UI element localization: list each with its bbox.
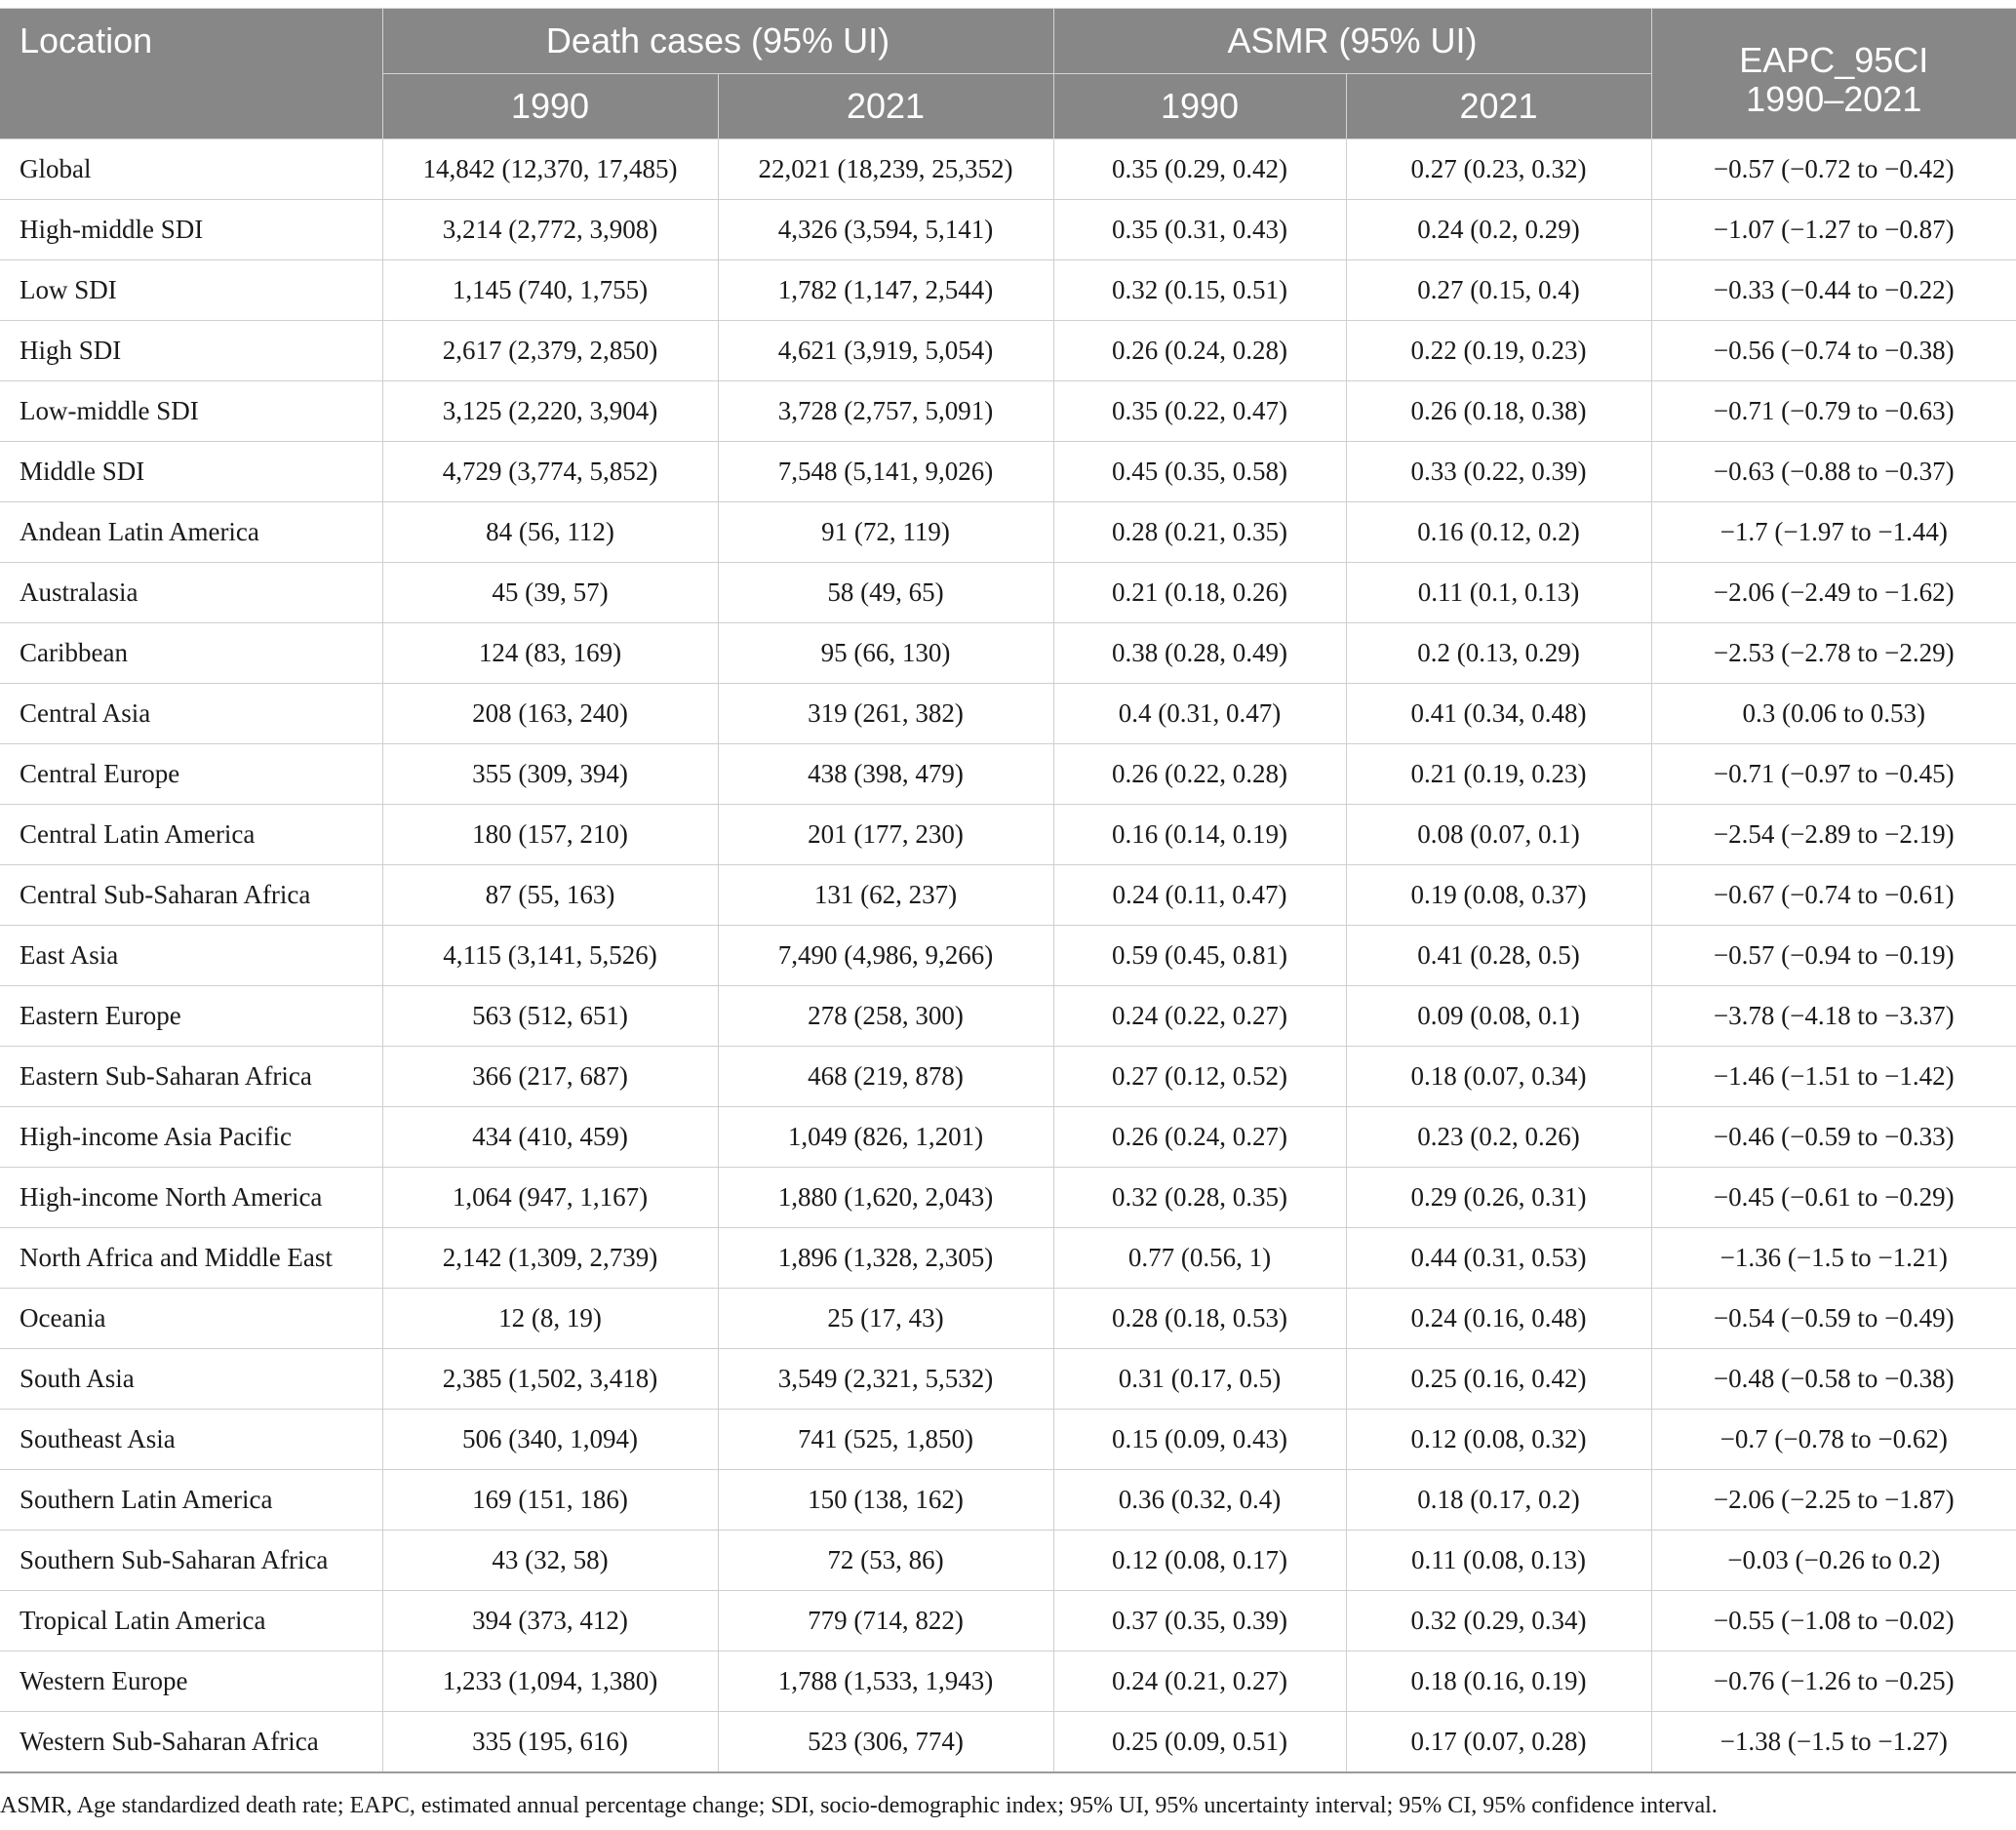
cell-asmr-1990: 0.31 (0.17, 0.5) [1053,1349,1346,1410]
cell-asmr-2021: 0.08 (0.07, 0.1) [1346,805,1651,865]
cell-deaths-2021: 3,549 (2,321, 5,532) [718,1349,1053,1410]
cell-eapc: −2.53 (−2.78 to −2.29) [1651,623,2016,684]
cell-asmr-1990: 0.21 (0.18, 0.26) [1053,563,1346,623]
cell-eapc: −0.57 (−0.72 to −0.42) [1651,139,2016,200]
cell-eapc: −0.7 (−0.78 to −0.62) [1651,1410,2016,1470]
header-location: Location [0,9,382,139]
header-asmr: ASMR (95% UI) [1053,9,1651,74]
cell-eapc: −0.76 (−1.26 to −0.25) [1651,1651,2016,1712]
cell-eapc: −0.55 (−1.08 to −0.02) [1651,1591,2016,1651]
header-death-1990: 1990 [382,74,718,139]
table-row [0,1047,2016,1107]
cell-eapc: −1.36 (−1.5 to −1.21) [1651,1228,2016,1289]
cell-deaths-2021: 25 (17, 43) [718,1289,1053,1349]
header-death-2021: 2021 [718,74,1053,139]
header-asmr-1990: 1990 [1053,74,1346,139]
cell-asmr-2021: 0.33 (0.22, 0.39) [1346,442,1651,502]
table-row [0,381,2016,442]
cell-deaths-1990: 2,617 (2,379, 2,850) [382,321,718,381]
cell-asmr-1990: 0.36 (0.32, 0.4) [1053,1470,1346,1531]
cell-eapc: −0.67 (−0.74 to −0.61) [1651,865,2016,926]
cell-eapc: −0.71 (−0.79 to −0.63) [1651,381,2016,442]
cell-deaths-1990: 45 (39, 57) [382,563,718,623]
cell-deaths-2021: 468 (219, 878) [718,1047,1053,1107]
cell-deaths-2021: 319 (261, 382) [718,684,1053,744]
cell-asmr-2021: 0.44 (0.31, 0.53) [1346,1228,1651,1289]
cell-deaths-1990: 84 (56, 112) [382,502,718,563]
table-row [0,1228,2016,1289]
cell-deaths-2021: 779 (714, 822) [718,1591,1053,1651]
cell-deaths-1990: 1,145 (740, 1,755) [382,260,718,321]
cell-asmr-1990: 0.25 (0.09, 0.51) [1053,1712,1346,1773]
cell-deaths-2021: 7,490 (4,986, 9,266) [718,926,1053,986]
header-asmr-2021: 2021 [1346,74,1651,139]
cell-location: Tropical Latin America [0,1591,382,1651]
cell-location: Central Latin America [0,805,382,865]
cell-location: Southeast Asia [0,1410,382,1470]
cell-eapc: −2.06 (−2.25 to −1.87) [1651,1470,2016,1531]
cell-deaths-2021: 58 (49, 65) [718,563,1053,623]
table-row [0,744,2016,805]
cell-deaths-2021: 1,782 (1,147, 2,544) [718,260,1053,321]
cell-asmr-2021: 0.22 (0.19, 0.23) [1346,321,1651,381]
table-row [0,139,2016,200]
cell-deaths-1990: 180 (157, 210) [382,805,718,865]
cell-deaths-1990: 14,842 (12,370, 17,485) [382,139,718,200]
cell-asmr-2021: 0.11 (0.1, 0.13) [1346,563,1651,623]
table-body [0,139,2016,1773]
cell-asmr-2021: 0.12 (0.08, 0.32) [1346,1410,1651,1470]
table-row [0,1289,2016,1349]
cell-asmr-1990: 0.35 (0.31, 0.43) [1053,200,1346,260]
cell-deaths-1990: 2,142 (1,309, 2,739) [382,1228,718,1289]
cell-deaths-1990: 3,125 (2,220, 3,904) [382,381,718,442]
cell-asmr-1990: 0.38 (0.28, 0.49) [1053,623,1346,684]
table-row [0,1651,2016,1712]
cell-asmr-2021: 0.21 (0.19, 0.23) [1346,744,1651,805]
cell-eapc: −3.78 (−4.18 to −3.37) [1651,986,2016,1047]
cell-deaths-1990: 366 (217, 687) [382,1047,718,1107]
cell-location: Central Sub-Saharan Africa [0,865,382,926]
cell-location: South Asia [0,1349,382,1410]
cell-asmr-2021: 0.29 (0.26, 0.31) [1346,1168,1651,1228]
table-row [0,1349,2016,1410]
cell-asmr-1990: 0.24 (0.21, 0.27) [1053,1651,1346,1712]
cell-asmr-2021: 0.26 (0.18, 0.38) [1346,381,1651,442]
cell-eapc: −0.33 (−0.44 to −0.22) [1651,260,2016,321]
cell-location: Western Sub-Saharan Africa [0,1712,382,1773]
cell-deaths-1990: 124 (83, 169) [382,623,718,684]
cell-eapc: −2.06 (−2.49 to −1.62) [1651,563,2016,623]
cell-location: Eastern Sub-Saharan Africa [0,1047,382,1107]
cell-eapc: −0.03 (−0.26 to 0.2) [1651,1531,2016,1591]
cell-location: Oceania [0,1289,382,1349]
cell-location: Central Europe [0,744,382,805]
table-row [0,1531,2016,1591]
cell-location: East Asia [0,926,382,986]
cell-eapc: −1.46 (−1.51 to −1.42) [1651,1047,2016,1107]
cell-deaths-2021: 1,049 (826, 1,201) [718,1107,1053,1168]
table-row [0,805,2016,865]
cell-deaths-1990: 208 (163, 240) [382,684,718,744]
cell-eapc: −0.54 (−0.59 to −0.49) [1651,1289,2016,1349]
cell-asmr-2021: 0.19 (0.08, 0.37) [1346,865,1651,926]
cell-asmr-2021: 0.24 (0.2, 0.29) [1346,200,1651,260]
cell-deaths-1990: 43 (32, 58) [382,1531,718,1591]
cell-eapc: −1.7 (−1.97 to −1.44) [1651,502,2016,563]
cell-asmr-1990: 0.4 (0.31, 0.47) [1053,684,1346,744]
cell-asmr-1990: 0.26 (0.22, 0.28) [1053,744,1346,805]
table-container [0,8,2016,1773]
header-eapc [1651,9,2016,139]
table-row [0,1410,2016,1470]
cell-deaths-1990: 563 (512, 651) [382,986,718,1047]
cell-deaths-1990: 506 (340, 1,094) [382,1410,718,1470]
cell-deaths-1990: 434 (410, 459) [382,1107,718,1168]
cell-location: Andean Latin America [0,502,382,563]
table-row [0,1712,2016,1773]
cell-location: High SDI [0,321,382,381]
cell-location: Western Europe [0,1651,382,1712]
cell-deaths-2021: 1,880 (1,620, 2,043) [718,1168,1053,1228]
cell-location: Australasia [0,563,382,623]
cell-asmr-1990: 0.26 (0.24, 0.27) [1053,1107,1346,1168]
cell-deaths-1990: 12 (8, 19) [382,1289,718,1349]
cell-deaths-2021: 1,788 (1,533, 1,943) [718,1651,1053,1712]
cell-deaths-2021: 201 (177, 230) [718,805,1053,865]
cell-asmr-2021: 0.41 (0.28, 0.5) [1346,926,1651,986]
cell-eapc: −0.48 (−0.58 to −0.38) [1651,1349,2016,1410]
cell-asmr-2021: 0.32 (0.29, 0.34) [1346,1591,1651,1651]
cell-deaths-1990: 169 (151, 186) [382,1470,718,1531]
cell-deaths-1990: 394 (373, 412) [382,1591,718,1651]
table-row [0,623,2016,684]
cell-eapc: −0.45 (−0.61 to −0.29) [1651,1168,2016,1228]
data-table [0,8,2016,1773]
cell-deaths-1990: 3,214 (2,772, 3,908) [382,200,718,260]
header-death-cases: Death cases (95% UI) [382,9,1053,74]
cell-asmr-1990: 0.32 (0.28, 0.35) [1053,1168,1346,1228]
cell-eapc: −0.46 (−0.59 to −0.33) [1651,1107,2016,1168]
cell-asmr-2021: 0.16 (0.12, 0.2) [1346,502,1651,563]
cell-deaths-2021: 131 (62, 237) [718,865,1053,926]
cell-location: Southern Sub-Saharan Africa [0,1531,382,1591]
cell-deaths-2021: 7,548 (5,141, 9,026) [718,442,1053,502]
cell-location: Low SDI [0,260,382,321]
header-eapc-line1: EAPC_95CI [1739,39,1929,80]
cell-deaths-2021: 278 (258, 300) [718,986,1053,1047]
cell-deaths-1990: 4,729 (3,774, 5,852) [382,442,718,502]
table-row [0,1107,2016,1168]
cell-location: Middle SDI [0,442,382,502]
cell-asmr-1990: 0.28 (0.18, 0.53) [1053,1289,1346,1349]
cell-asmr-2021: 0.18 (0.07, 0.34) [1346,1047,1651,1107]
cell-deaths-2021: 150 (138, 162) [718,1470,1053,1531]
cell-asmr-1990: 0.12 (0.08, 0.17) [1053,1531,1346,1591]
cell-asmr-2021: 0.18 (0.16, 0.19) [1346,1651,1651,1712]
cell-eapc: 0.3 (0.06 to 0.53) [1651,684,2016,744]
cell-asmr-2021: 0.2 (0.13, 0.29) [1346,623,1651,684]
cell-location: Central Asia [0,684,382,744]
cell-deaths-2021: 523 (306, 774) [718,1712,1053,1773]
cell-asmr-1990: 0.45 (0.35, 0.58) [1053,442,1346,502]
cell-location: Caribbean [0,623,382,684]
cell-eapc: −0.71 (−0.97 to −0.45) [1651,744,2016,805]
cell-asmr-2021: 0.41 (0.34, 0.48) [1346,684,1651,744]
cell-deaths-2021: 438 (398, 479) [718,744,1053,805]
cell-location: High-income Asia Pacific [0,1107,382,1168]
cell-eapc: −2.54 (−2.89 to −2.19) [1651,805,2016,865]
cell-asmr-2021: 0.18 (0.17, 0.2) [1346,1470,1651,1531]
table-row [0,1168,2016,1228]
table-row [0,1470,2016,1531]
cell-location: Eastern Europe [0,986,382,1047]
table-row [0,260,2016,321]
cell-asmr-1990: 0.24 (0.22, 0.27) [1053,986,1346,1047]
cell-deaths-2021: 95 (66, 130) [718,623,1053,684]
table-row [0,442,2016,502]
cell-asmr-1990: 0.32 (0.15, 0.51) [1053,260,1346,321]
cell-deaths-1990: 1,233 (1,094, 1,380) [382,1651,718,1712]
cell-deaths-2021: 22,021 (18,239, 25,352) [718,139,1053,200]
cell-deaths-1990: 335 (195, 616) [382,1712,718,1773]
cell-asmr-2021: 0.27 (0.23, 0.32) [1346,139,1651,200]
cell-deaths-1990: 87 (55, 163) [382,865,718,926]
table-row [0,200,2016,260]
table-header [0,9,2016,139]
cell-asmr-1990: 0.24 (0.11, 0.47) [1053,865,1346,926]
table-row [0,1591,2016,1651]
cell-deaths-1990: 4,115 (3,141, 5,526) [382,926,718,986]
cell-location: High-income North America [0,1168,382,1228]
cell-asmr-1990: 0.26 (0.24, 0.28) [1053,321,1346,381]
table-row [0,865,2016,926]
cell-deaths-2021: 3,728 (2,757, 5,091) [718,381,1053,442]
cell-deaths-2021: 72 (53, 86) [718,1531,1053,1591]
cell-asmr-1990: 0.59 (0.45, 0.81) [1053,926,1346,986]
cell-asmr-1990: 0.77 (0.56, 1) [1053,1228,1346,1289]
cell-deaths-1990: 355 (309, 394) [382,744,718,805]
cell-asmr-1990: 0.28 (0.21, 0.35) [1053,502,1346,563]
table-footnote: ASMR, Age standardized death rate; EAPC, estimated annual percentage change; SDI, socio-demographic index; 95% UI, 95% uncertainty interval; 95% CI, 95% confidence interval. [0,1793,1718,1818]
cell-asmr-2021: 0.27 (0.15, 0.4) [1346,260,1651,321]
cell-location: Southern Latin America [0,1470,382,1531]
cell-eapc: −1.07 (−1.27 to −0.87) [1651,200,2016,260]
cell-location: North Africa and Middle East [0,1228,382,1289]
table-row [0,502,2016,563]
cell-asmr-2021: 0.17 (0.07, 0.28) [1346,1712,1651,1773]
table-row [0,684,2016,744]
cell-deaths-2021: 91 (72, 119) [718,502,1053,563]
cell-location: Global [0,139,382,200]
cell-deaths-1990: 2,385 (1,502, 3,418) [382,1349,718,1410]
cell-asmr-2021: 0.24 (0.16, 0.48) [1346,1289,1651,1349]
cell-deaths-2021: 4,621 (3,919, 5,054) [718,321,1053,381]
cell-location: Low-middle SDI [0,381,382,442]
cell-asmr-2021: 0.09 (0.08, 0.1) [1346,986,1651,1047]
cell-asmr-1990: 0.27 (0.12, 0.52) [1053,1047,1346,1107]
cell-asmr-2021: 0.23 (0.2, 0.26) [1346,1107,1651,1168]
table-row [0,986,2016,1047]
cell-deaths-1990: 1,064 (947, 1,167) [382,1168,718,1228]
cell-location: High-middle SDI [0,200,382,260]
cell-eapc: −0.57 (−0.94 to −0.19) [1651,926,2016,986]
header-eapc-line2: 1990–2021 [1746,78,1922,119]
cell-asmr-2021: 0.25 (0.16, 0.42) [1346,1349,1651,1410]
cell-deaths-2021: 1,896 (1,328, 2,305) [718,1228,1053,1289]
cell-eapc: −0.56 (−0.74 to −0.38) [1651,321,2016,381]
cell-asmr-1990: 0.16 (0.14, 0.19) [1053,805,1346,865]
cell-asmr-1990: 0.35 (0.22, 0.47) [1053,381,1346,442]
cell-eapc: −1.38 (−1.5 to −1.27) [1651,1712,2016,1773]
cell-eapc: −0.63 (−0.88 to −0.37) [1651,442,2016,502]
table-row [0,926,2016,986]
table-row [0,321,2016,381]
cell-asmr-1990: 0.35 (0.29, 0.42) [1053,139,1346,200]
cell-asmr-1990: 0.15 (0.09, 0.43) [1053,1410,1346,1470]
cell-deaths-2021: 741 (525, 1,850) [718,1410,1053,1470]
table-row [0,563,2016,623]
cell-deaths-2021: 4,326 (3,594, 5,141) [718,200,1053,260]
cell-asmr-2021: 0.11 (0.08, 0.13) [1346,1531,1651,1591]
cell-asmr-1990: 0.37 (0.35, 0.39) [1053,1591,1346,1651]
